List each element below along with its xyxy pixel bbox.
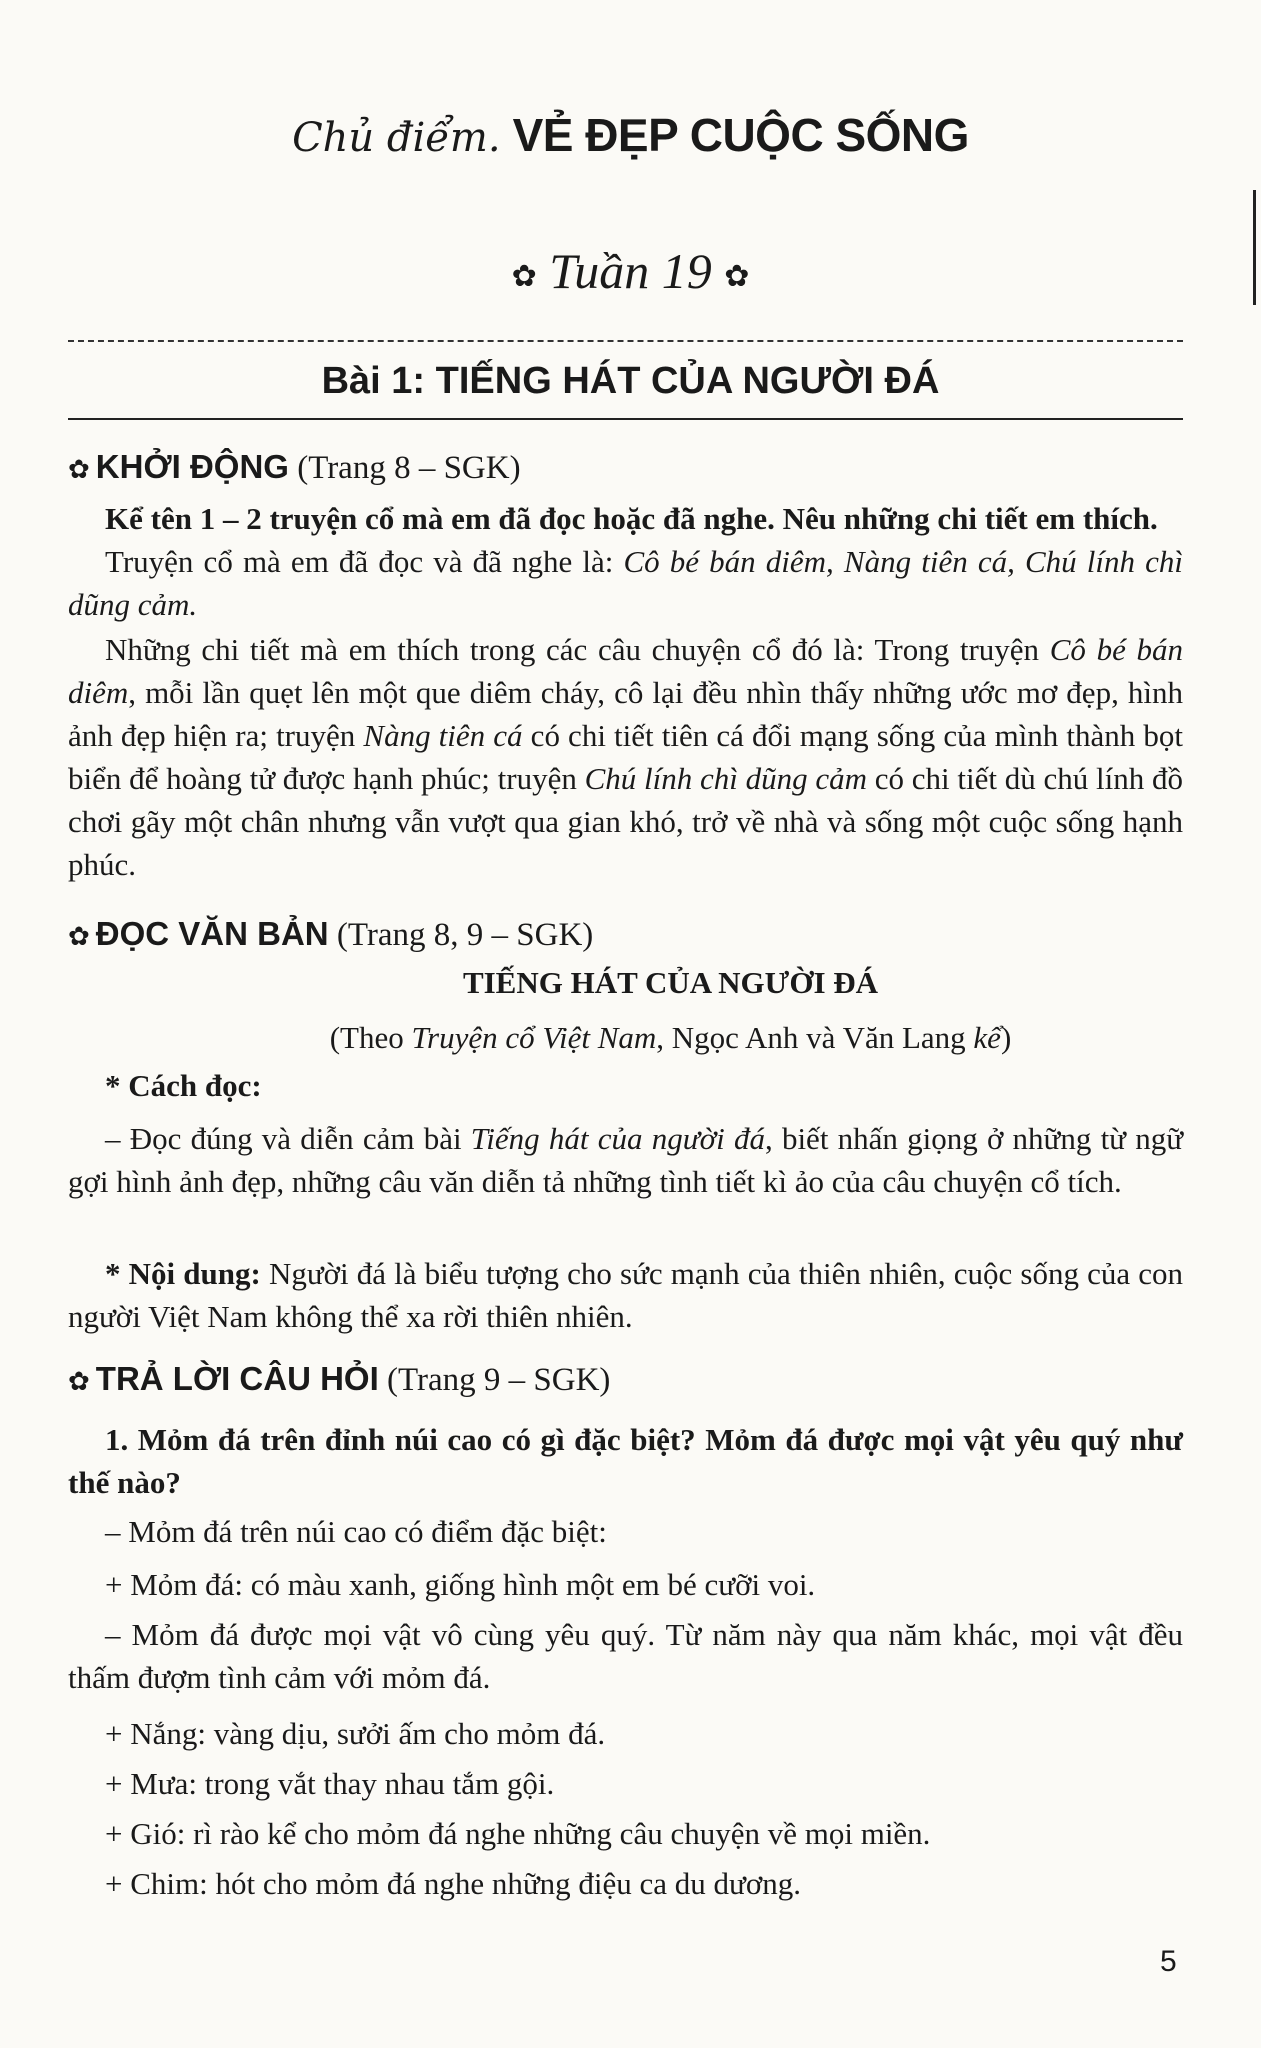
story-title: Chú lính chì dũng cảm	[584, 761, 868, 796]
how-to-read-label: * Cách đọc:	[105, 1068, 262, 1103]
qa-ref: (Trang 9 – SGK)	[387, 1362, 611, 1398]
source-text: (Theo	[329, 1020, 412, 1055]
answer-line: – Mỏm đá được mọi vật vô cùng yêu quý. Từ năm này qua năm khác, mọi vật đều thấm đượm tình cảm với mỏm đá.	[68, 1617, 1183, 1695]
content-label: * Nội dung:	[105, 1256, 261, 1291]
warmup-answer-1	[68, 540, 1183, 626]
answer-text: có chi tiết dù chú lính đồ chơi gãy một chân nhưng vẫn vượt qua gian khó, trở về nhà và sống một cuộc sống hạnh phúc.	[68, 761, 1184, 882]
reading-ref: (Trang 8, 9 – SGK)	[336, 917, 594, 953]
flower-icon: ✿	[68, 1367, 90, 1397]
story-title: Cô bé bán diêm	[68, 632, 1184, 710]
answer-line: + Nắng: vàng dịu, sưởi ấm cho mỏm đá.	[105, 1716, 606, 1751]
source-text: , Ngọc Anh và Văn Lang	[656, 1020, 974, 1055]
warmup-prompt: Kể tên 1 – 2 truyện cổ mà em đã đọc hoặc đã nghe. Nêu những chi tiết em thích.	[105, 501, 1158, 536]
flower-icon: ✿	[68, 922, 90, 952]
theme-heading	[0, 108, 1261, 163]
question-1: 1. Mỏm đá trên đỉnh núi cao có gì đặc biệt? Mỏm đá được mọi vật yêu quý như thế nào?	[68, 1422, 1183, 1500]
text-name: Tiếng hát của người đá	[470, 1121, 765, 1156]
warmup-answer-2	[68, 628, 1183, 886]
story-list: Cô bé bán diêm, Nàng tiên cá, Chú lính chì dũng cảm.	[68, 544, 1184, 622]
week-heading	[0, 242, 1261, 300]
lesson-divider	[68, 418, 1183, 420]
story-title: Nàng tiên cá	[363, 718, 523, 753]
answer-text: có chi tiết tiên cá đổi mạng sống của mình thành bọt biển để hoàng tử được hạnh phúc; truyện	[68, 718, 1184, 796]
source-book: Truyện cổ Việt Nam	[411, 1020, 657, 1055]
theme-title: VẺ ĐẸP CUỘC SỐNG	[512, 109, 969, 161]
reading-heading	[68, 915, 593, 954]
page-number: 5	[1160, 1945, 1177, 1978]
reading-title: ĐỌC VĂN BẢN	[95, 915, 329, 952]
answer-text: , mỗi lần quẹt lên một que diêm cháy, cô lại đều nhìn thấy những ước mơ đẹp, hình ảnh đẹp hiện ra; truyện	[68, 675, 1183, 753]
source-text: )	[1000, 1020, 1012, 1055]
answer-line: – Mỏm đá trên núi cao có điểm đặc biệt:	[105, 1514, 607, 1549]
text-title: TIẾNG HÁT CỦA NGƯỜI ĐÁ	[462, 965, 879, 1000]
qa-heading	[68, 1360, 610, 1399]
source-verb: kể	[973, 1020, 1001, 1055]
warmup-ref: (Trang 8 – SGK)	[297, 450, 521, 486]
warmup-title: KHỞI ĐỘNG	[95, 448, 289, 485]
week-label: Tuần 19	[549, 243, 712, 299]
answer-line: + Gió: rì rào kể cho mỏm đá nghe những câu chuyện về mọi miền.	[105, 1816, 931, 1851]
answer-text: Những chi tiết mà em thích trong các câu chuyện cổ đó là: Trong truyện	[105, 632, 1050, 667]
flower-icon: ✿	[68, 455, 90, 485]
answer-line: + Mỏm đá: có màu xanh, giống hình một em bé cưỡi voi.	[105, 1567, 816, 1602]
text-source	[40, 1020, 1261, 1056]
answer-line: + Mưa: trong vắt thay nhau tắm gội.	[105, 1766, 555, 1801]
content-summary	[68, 1252, 1183, 1338]
theme-label: Chủ điểm.	[292, 115, 501, 161]
lesson-title: Bài 1: TIẾNG HÁT CỦA NGƯỜI ĐÁ	[321, 360, 940, 402]
how-text: – Đọc đúng và diễn cảm bài	[105, 1121, 471, 1156]
warmup-heading	[68, 448, 521, 487]
answer-text: Truyện cổ mà em đã đọc và đã nghe là:	[105, 544, 624, 579]
flower-icon: ✿	[724, 260, 750, 294]
qa-title: TRẢ LỜI CÂU HỎI	[95, 1360, 379, 1397]
flower-icon: ✿	[511, 260, 537, 294]
answer-line: + Chim: hót cho mỏm đá nghe những điệu ca du dương.	[105, 1866, 802, 1901]
how-text: , biết nhấn giọng ở những từ ngữ gợi hình ảnh đẹp, những câu văn diễn tả những tình tiết kì ảo của câu chuyện cổ tích.	[68, 1121, 1183, 1199]
top-divider	[68, 340, 1183, 342]
content-text: Người đá là biểu tượng cho sức mạnh của thiên nhiên, cuộc sống của con người Việt Nam không thể xa rời thiên nhiên.	[68, 1256, 1184, 1334]
how-to-read	[68, 1117, 1183, 1203]
